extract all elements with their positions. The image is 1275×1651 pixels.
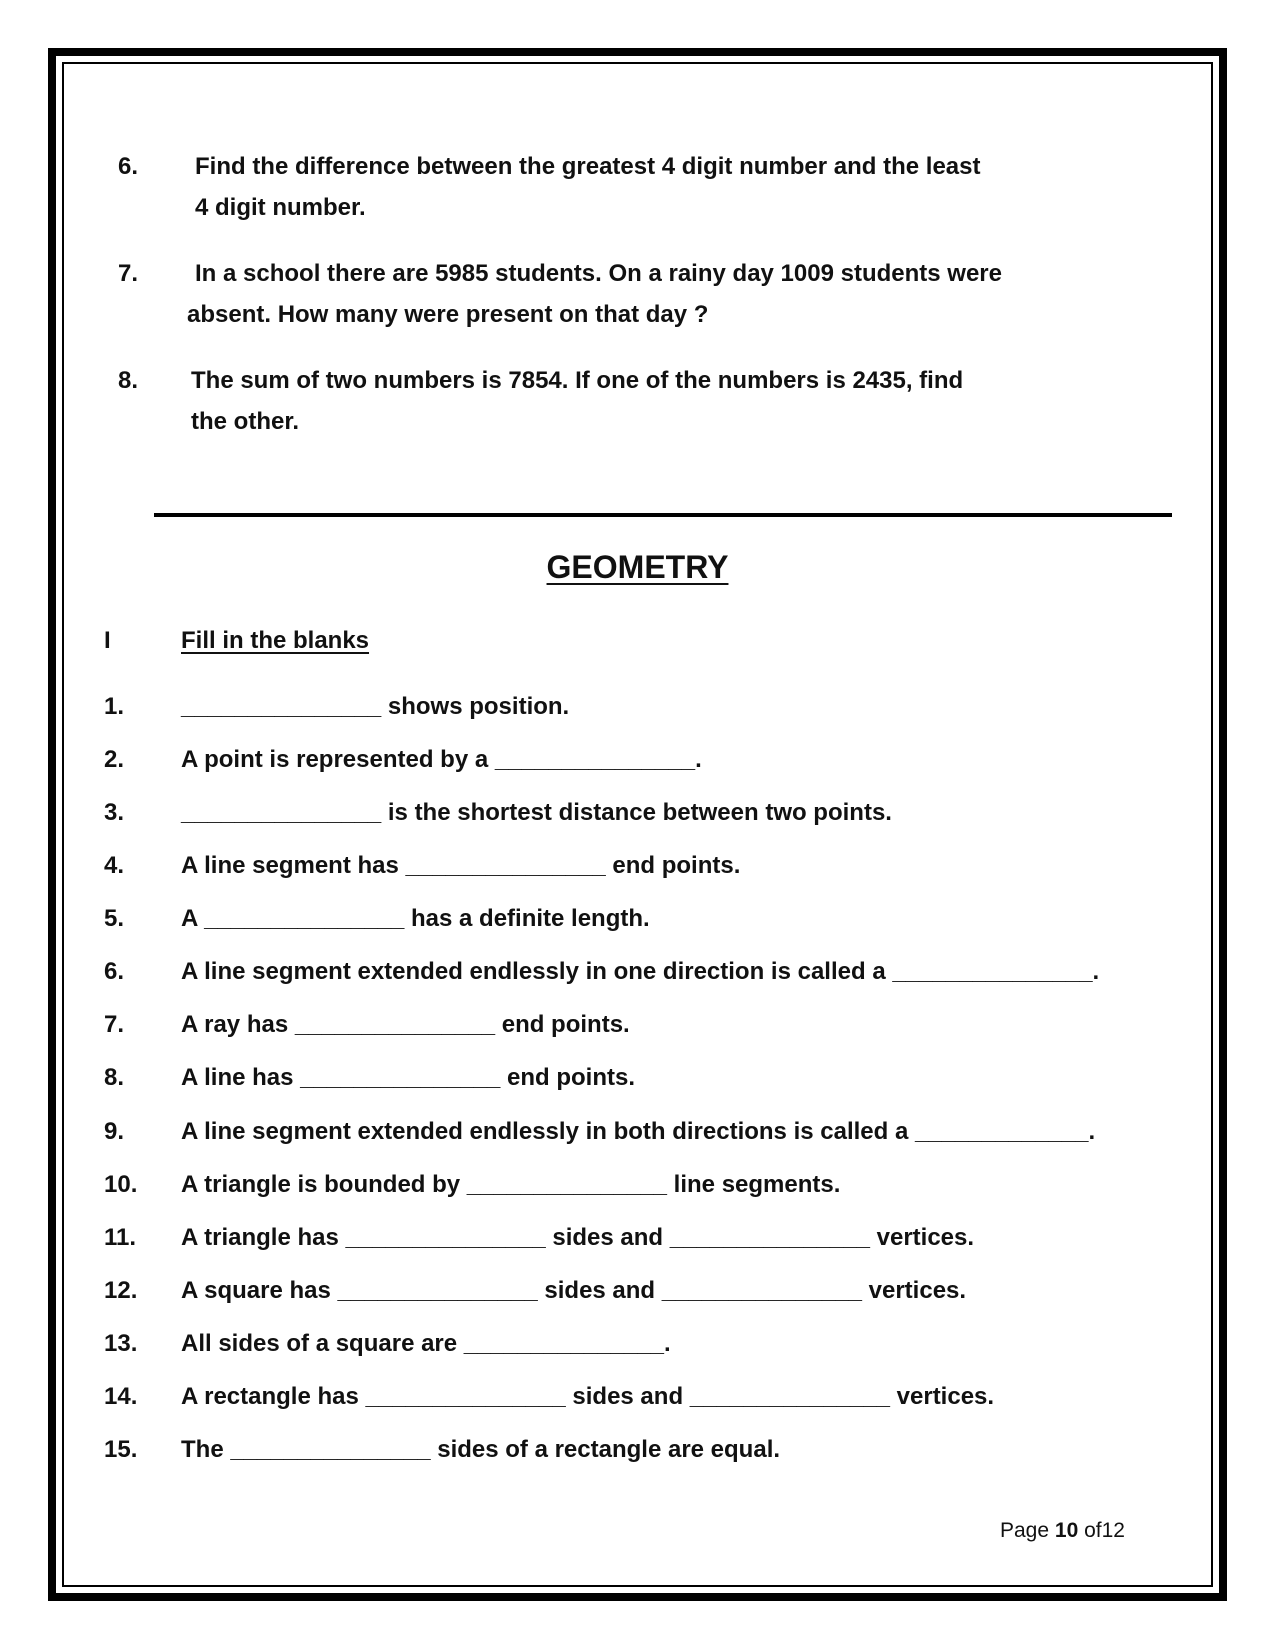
section-title-text: GEOMETRY [546,549,729,585]
page-number [1000,1517,1125,1545]
page-number-current: 10 [1054,1519,1079,1542]
question-text-line2: 4 digit number. [195,194,366,221]
item-number: 3. [104,799,125,826]
item-number: 10. [104,1171,138,1198]
question-text-line2: the other. [191,408,300,435]
item-number: 6. [104,958,125,985]
question-text-line1: The sum of two numbers is 7854. If one of the numbers is 2435, find [191,367,964,394]
item-number: 7. [104,1011,125,1038]
item-text: A triangle has _______________ sides and _______________ vertices. [181,1224,975,1251]
item-number: 13. [104,1330,138,1357]
section-divider [154,513,1172,517]
item-text: A rectangle has _______________ sides and _______________ vertices. [181,1383,995,1410]
item-number: 8. [104,1064,125,1091]
page-number-prefix: Page [1000,1519,1055,1542]
item-number: 9. [104,1118,125,1145]
question-number: 7. [118,260,139,287]
subsection-title [181,621,369,660]
question-text-line2: absent. How many were present on that day ? [187,301,709,328]
item-text: A _______________ has a definite length. [181,905,650,932]
item-text: A line segment extended endlessly in one direction is called a _______________. [181,958,1100,985]
item-text: All sides of a square are _______________. [181,1330,671,1357]
item-number: 5. [104,905,125,932]
question-text-line1: Find the difference between the greatest 4 digit number and the least [195,153,981,180]
subsection-title-text: Fill in the blanks [181,627,370,654]
item-text: The _______________ sides of a rectangle are equal. [181,1436,781,1463]
page-number-suffix: of12 [1078,1519,1125,1542]
item-text: _______________ is the shortest distance between two points. [181,799,892,826]
item-text: A line segment extended endlessly in both directions is called a _____________. [181,1118,1096,1145]
subsection-number: I [104,627,111,654]
item-text: A square has _______________ sides and _______________ vertices. [181,1277,967,1304]
question-number: 6. [118,153,139,180]
item-number: 4. [104,852,125,879]
item-number: 1. [104,693,125,720]
item-number: 12. [104,1277,138,1304]
item-number: 15. [104,1436,138,1463]
section-title [0,547,1275,587]
item-number: 14. [104,1383,138,1410]
item-text: A point is represented by a _______________. [181,746,702,773]
item-number: 2. [104,746,125,773]
item-text: A ray has _______________ end points. [181,1011,630,1038]
item-text: _______________ shows position. [181,693,570,720]
question-text-line1: In a school there are 5985 students. On a rainy day 1009 students were [195,260,1002,287]
item-text: A triangle is bounded by _______________ line segments. [181,1171,841,1198]
item-text: A line segment has _______________ end points. [181,852,741,879]
question-number: 8. [118,367,139,394]
item-number: 11. [104,1224,137,1251]
item-text: A line has _______________ end points. [181,1064,636,1091]
